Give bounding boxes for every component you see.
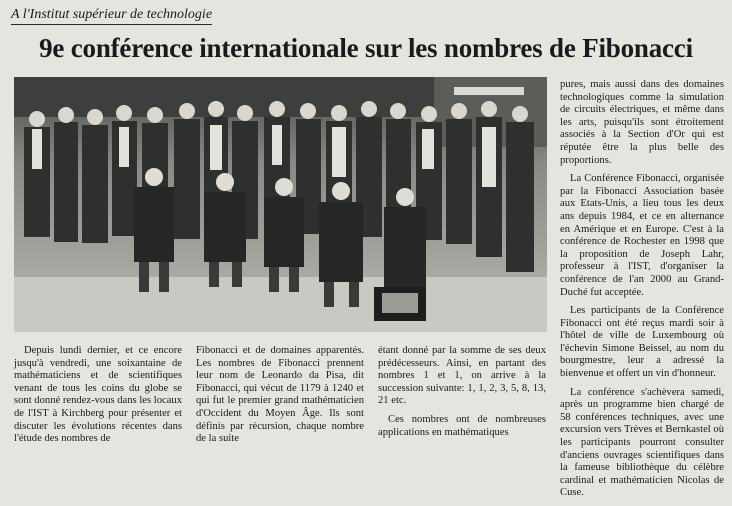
column-3: [378, 345, 546, 445]
group-photo: [14, 77, 547, 332]
paragraph: Les participants de la Conférence Fibonacci ont été reçus mardi soir à l'hôtel de ville de Luxembourg où l'échevin Simone Beissel, au nom du bourgmestre, leur a adressé la bienvenue et offert un vin d'honneur.: [560, 305, 724, 380]
column-2: [196, 345, 364, 452]
article-kicker: A l'Institut supérieur de technologie: [11, 7, 212, 25]
right-column: [560, 79, 724, 506]
paragraph: La Conférence Fibonacci, organisée par la Fibonacci Association basée aux Etats-Unis, a lieu tous les deux ans depuis 1984, et ce en alternance en Amérique et en Europe. C'est à la conférence de Rochester en 1998 que la proposition de Joseph Lahr, professeur à l'IST, d'organiser la conférence de l'an 2000 au Grand-Duché fut acceptée.: [560, 173, 724, 298]
article-headline: 9e conférence internationale sur les nombres de Fibonacci: [39, 33, 693, 63]
paragraph: Depuis lundi dernier, et ce encore jusqu'à vendredi, une soixantaine de mathématiciens et de scientifiques venant de tous les coins du globe se sont donné rendez-vous dans les locaux de l'IST à Kirchberg pour présenter et discuter les évolutions récentes dans l'étude des nombres de: [14, 345, 182, 445]
paragraph: pures, mais aussi dans des domaines technologiques comme la simulation de circuits électriques, et même dans les arts, puisqu'ils sont étroitement associés à la Section d'Or qui est réputée être la plus belle des proportions.: [560, 79, 724, 166]
paragraph: étant donné par la somme de ses deux prédécesseurs. Ainsi, en partant des nombres 1 et 1, on arrive à la succession suivante: 1, 1, 2, 3, 5, 8, 13, 21 etc.: [378, 345, 546, 407]
paragraph: Fibonacci et de domaines apparentés. Les nombres de Fibonacci prennent leur nom de Leonardo da Pisa, dit Fibonacci, qui vécut de 1179 à 1240 et qui fut le premier grand mathématicien d'Occident du Moyen Âge. Ils sont définis par récursion, chaque nombre de la suite: [196, 345, 364, 445]
column-1: [14, 345, 182, 452]
paragraph: Ces nombres ont de nombreuses applications en mathématiques: [378, 413, 546, 438]
paragraph: La conférence s'achèvera samedi, après un programme bien chargé de 58 conférences techniques, avec une excursion vers Trèves et Bernkastel où les participants pourront consulter d'anciens ouvrages scientifiques dans la fameuse bibliothèque du célèbre cardinal et mathématicien Nicolas de Cuse.: [560, 386, 724, 499]
group-photo-image: [14, 77, 547, 332]
